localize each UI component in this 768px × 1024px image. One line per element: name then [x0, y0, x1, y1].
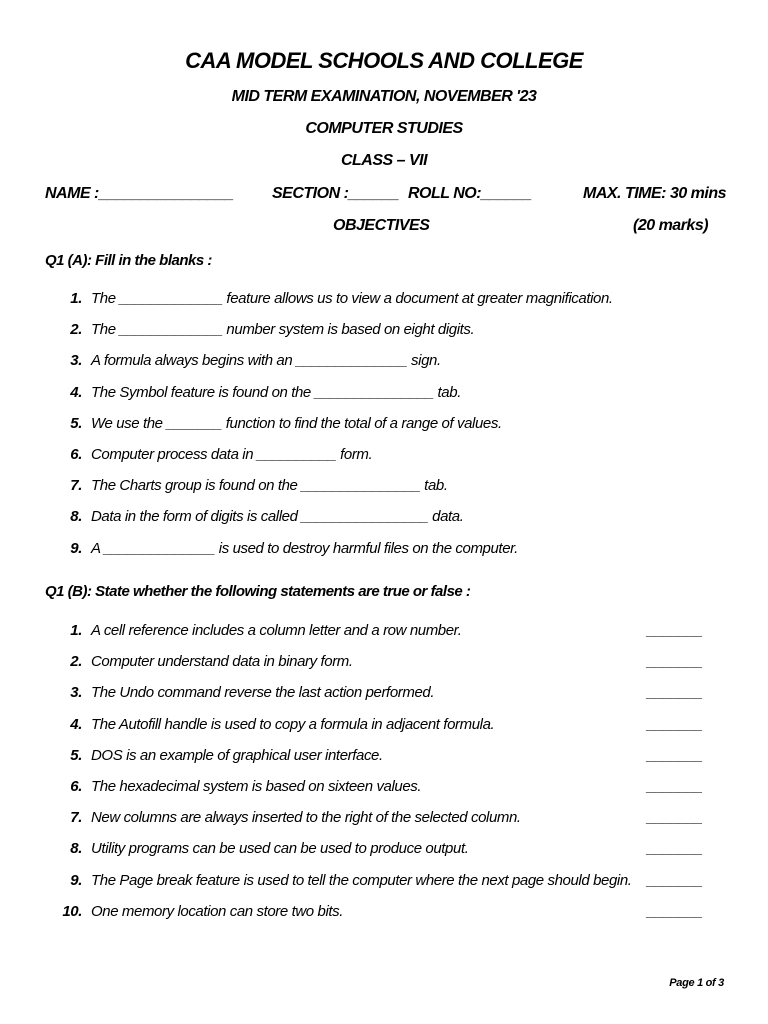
question-number: 6. — [70, 445, 82, 463]
page-number: Page 1 of 3 — [669, 977, 724, 989]
question-number: 8. — [70, 508, 82, 526]
list-item — [0, 477, 768, 508]
question-number: 1. — [70, 290, 82, 307]
question-text: The Autofill handle is used to copy a formula in adjacent formula. — [91, 715, 495, 733]
list-item — [0, 290, 768, 321]
answer-blank: _______ — [647, 715, 703, 733]
list-item — [0, 384, 768, 415]
answer-blank: _______ — [647, 746, 703, 764]
question-text: Utility programs can be used can be used to produce output. — [91, 840, 469, 858]
list-item — [0, 903, 768, 934]
question-text: One memory location can store two bits. — [91, 902, 344, 920]
answer-blank: _______ — [647, 871, 703, 889]
question-text: The Page break feature is used to tell the computer where the next page should begin. — [91, 871, 632, 889]
question-number: 10. — [62, 902, 82, 920]
list-item — [0, 321, 768, 352]
question-text: The Undo command reverse the last action performed. — [91, 684, 435, 702]
question-number: 4. — [70, 715, 82, 733]
question-number: 9. — [70, 871, 82, 889]
question-number: 7. — [70, 477, 82, 495]
section-field: SECTION :______ — [272, 185, 399, 202]
q1a-heading: Q1 (A): Fill in the blanks : — [45, 252, 212, 269]
answer-blank: _______ — [647, 902, 703, 920]
exam-title: MID TERM EXAMINATION, NOVEMBER '23 — [231, 88, 537, 105]
question-text: The hexadecimal system is based on sixteen values. — [91, 777, 422, 795]
question-text: A ______________ is used to destroy harmful files on the computer. — [91, 539, 518, 557]
question-text: The Charts group is found on the _______________ tab. — [91, 477, 448, 495]
question-text: A cell reference includes a column letter and a row number. — [91, 622, 462, 639]
list-item — [0, 840, 768, 871]
class-title: CLASS – VII — [340, 152, 428, 169]
question-text: New columns are always inserted to the right of the selected column. — [91, 809, 521, 827]
question-number: 6. — [70, 777, 82, 795]
question-number: 3. — [70, 352, 82, 370]
question-text: DOS is an example of graphical user interface. — [91, 746, 383, 764]
list-item — [0, 352, 768, 383]
list-item — [0, 622, 768, 653]
list-item — [0, 872, 768, 903]
name-field: NAME :________________ — [45, 185, 234, 202]
list-item — [0, 778, 768, 809]
school-title: CAA MODEL SCHOOLS AND COLLEGE — [185, 48, 583, 73]
question-number: 7. — [70, 809, 82, 827]
question-number: 2. — [70, 321, 82, 339]
answer-blank: _______ — [647, 653, 703, 671]
list-item — [0, 540, 768, 571]
list-item — [0, 809, 768, 840]
roll-no-field: ROLL NO:______ — [408, 185, 532, 202]
question-text: Data in the form of digits is called ________________ data. — [91, 508, 464, 526]
question-number: 5. — [70, 746, 82, 764]
q1b-heading: Q1 (B): State whether the following statements are true or false : — [45, 583, 471, 600]
question-number: 5. — [70, 414, 82, 432]
question-number: 8. — [70, 840, 82, 858]
list-item — [0, 415, 768, 446]
question-number: 3. — [70, 684, 82, 702]
answer-blank: _______ — [647, 809, 703, 827]
subject-title: COMPUTER STUDIES — [305, 120, 463, 137]
question-number: 1. — [70, 622, 82, 639]
q1a-list — [0, 290, 768, 571]
list-item — [0, 747, 768, 778]
question-text: Computer process data in __________ form. — [91, 445, 373, 463]
question-text: The Symbol feature is found on the _______________ tab. — [91, 383, 461, 401]
question-number: 4. — [70, 383, 82, 401]
answer-blank: _______ — [647, 840, 703, 858]
list-item — [0, 684, 768, 715]
list-item — [0, 446, 768, 477]
question-number: 2. — [70, 653, 82, 671]
question-text: We use the _______ function to find the total of a range of values. — [91, 414, 502, 432]
question-text: The _____________ feature allows us to view a document at greater magnification. — [91, 290, 613, 307]
objectives-heading: OBJECTIVES — [333, 217, 430, 234]
list-item — [0, 508, 768, 539]
answer-blank: _______ — [647, 684, 703, 702]
question-text: A formula always begins with an ______________ sign. — [91, 352, 441, 370]
question-text: Computer understand data in binary form. — [91, 653, 353, 671]
question-number: 9. — [70, 539, 82, 557]
marks-label: (20 marks) — [633, 217, 709, 234]
q1b-list — [0, 622, 768, 934]
list-item — [0, 716, 768, 747]
answer-blank: _______ — [647, 622, 703, 639]
list-item — [0, 653, 768, 684]
question-text: The _____________ number system is based on eight digits. — [91, 321, 475, 339]
max-time: MAX. TIME: 30 mins — [583, 185, 727, 202]
answer-blank: _______ — [647, 777, 703, 795]
